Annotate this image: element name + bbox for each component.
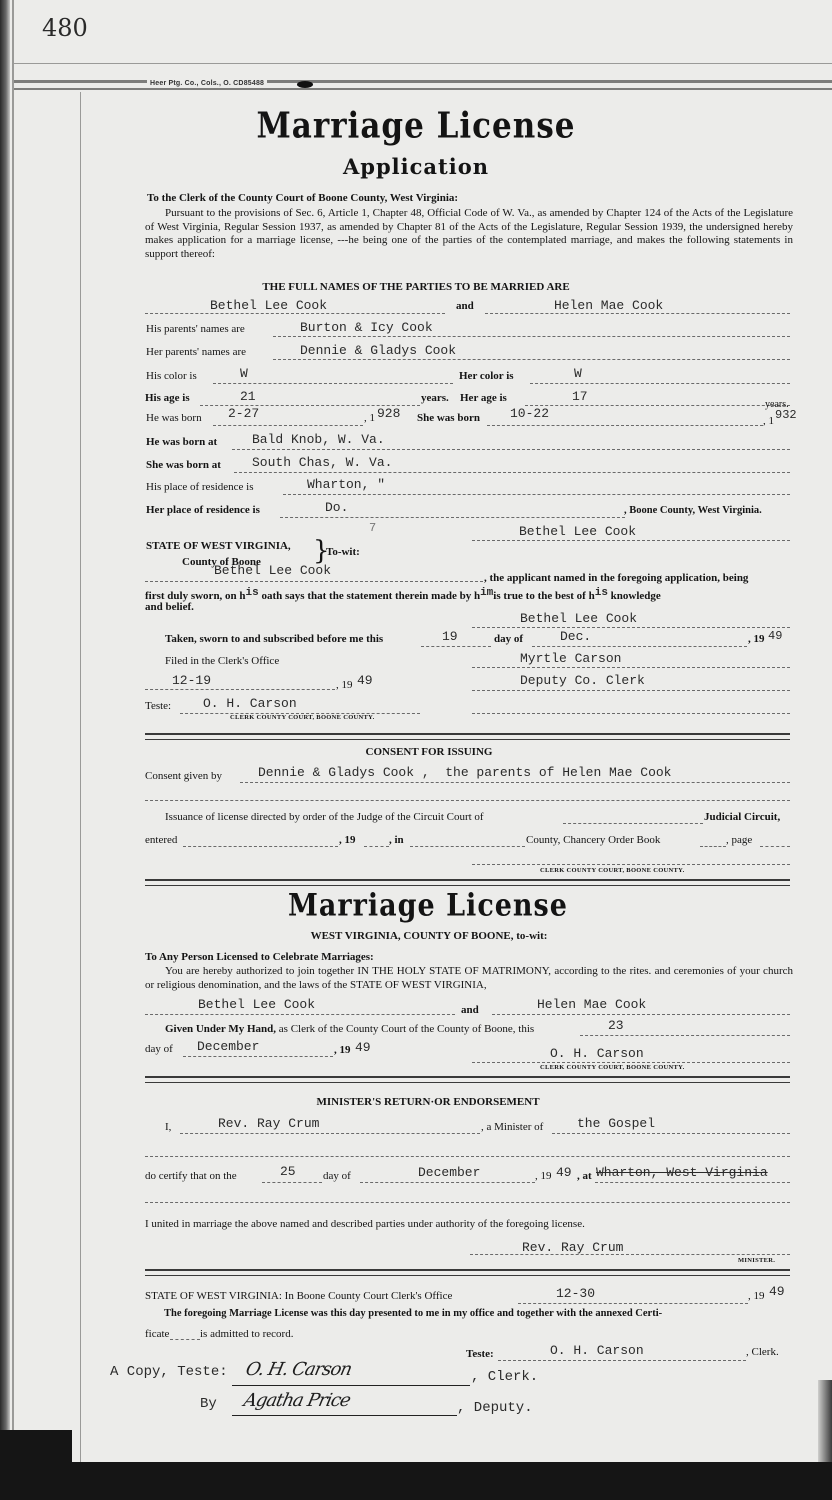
recording-date-line: [518, 1303, 748, 1304]
license-location: WEST VIRGINIA, COUNTY OF BOONE, to-wit:: [310, 930, 548, 942]
her-parents: Dennie & Gladys Cook: [300, 343, 457, 358]
filed-year: 49: [357, 673, 373, 688]
recording-year-prefix: , 19: [748, 1290, 765, 1302]
he-born-line: [213, 425, 363, 426]
his-age-label: His age is: [145, 392, 190, 404]
he-born-label: He was born: [146, 412, 202, 424]
consent-heading: CONSENT FOR ISSUING: [365, 746, 493, 758]
application-subtitle: Application: [343, 154, 489, 179]
filed-date: 12-19: [172, 673, 212, 688]
officer-name-line: [472, 667, 790, 668]
certify-month-line: [360, 1182, 535, 1183]
his-color: W: [240, 366, 248, 381]
sworn-year: 49: [768, 629, 783, 643]
brace-icon: }: [313, 536, 330, 566]
ornament-icon: [297, 81, 313, 88]
his-parents-label: His parents' names are: [146, 323, 245, 335]
residence-suffix: , Boone County, West Virginia.: [624, 505, 762, 516]
section-divider-2: [145, 879, 790, 886]
groom-name: Bethel Lee Cook: [210, 298, 328, 313]
affidavit-signature: Bethel Lee Cook: [520, 611, 638, 626]
application-addressee: To the Clerk of the County Court of Boone County, West Virginia:: [147, 192, 459, 204]
county-line: [410, 846, 525, 847]
minister-name-line: [180, 1133, 480, 1134]
groom-name-line: [145, 313, 445, 314]
sworn-text-d: knowledge: [607, 590, 661, 602]
issuance-text: Issuance of license directed by order of the Judge of the Circuit Court of: [165, 811, 484, 823]
certify-day: 25: [280, 1164, 296, 1179]
application-title: Marriage License: [256, 105, 576, 147]
license-title: Marriage License: [288, 887, 568, 924]
page-line: [760, 846, 790, 847]
teste-label: Teste:: [145, 700, 172, 712]
recording-clerk-line: [498, 1360, 746, 1361]
printer-mark: Heer Ptg. Co., Cols., O. CD85488: [147, 80, 267, 87]
she-born-year-prefix: , 1: [763, 415, 774, 427]
her-residence: Do.: [325, 500, 349, 515]
consent-clerk-line: [472, 864, 790, 865]
her-age: 17: [572, 389, 588, 404]
certify-place: Wharton, West Virginia: [596, 1165, 768, 1180]
certify-day-line: [262, 1182, 322, 1183]
license-clerk-line: [472, 1062, 790, 1063]
filed-label: Filed in the Clerk's Office: [165, 655, 280, 667]
consent-line: [240, 782, 790, 783]
license-groom-line: [145, 1014, 455, 1015]
sworn-text-a: first duly sworn, on h: [145, 590, 246, 602]
certify-place-line: [595, 1182, 790, 1183]
sworn-text-b: oath says that the statement therein made by h: [258, 590, 481, 602]
judicial-circuit-label: Judicial Circuit,: [704, 811, 781, 823]
certificate-line: [170, 1339, 200, 1340]
affidavit-county: County of Boone: [182, 556, 261, 568]
his-color-label: His color is: [146, 370, 197, 382]
section-divider: [145, 733, 790, 740]
minister-signature-line: [470, 1254, 790, 1255]
she-born-label: She was born: [417, 412, 480, 424]
pronoun-1: is: [245, 587, 259, 599]
he-born-year: 928: [377, 406, 401, 421]
circuit-line: [563, 823, 703, 824]
consent-given-by-label: Consent given by: [145, 770, 222, 782]
certify-label: do certify that on the: [145, 1170, 237, 1182]
copy-deputy-line: [232, 1415, 457, 1416]
copy-teste-label: A Copy, Teste:: [110, 1364, 228, 1380]
recording-teste-label: Teste:: [466, 1348, 494, 1360]
to-wit: To-wit:: [326, 546, 360, 558]
entered-year-line: [364, 846, 389, 847]
top-rule: [14, 63, 832, 64]
copy-deputy-signature: Agatha Price: [241, 1390, 352, 1411]
affidavit-clerk-caption: CLERK COUNTY COURT, BOONE COUNTY.: [230, 714, 375, 721]
his-residence: Wharton, ": [307, 477, 386, 492]
filed-date-line: [145, 689, 335, 690]
teste-name: O. H. Carson: [203, 696, 297, 711]
copy-clerk-line: [232, 1385, 470, 1386]
license-clerk-caption: CLERK COUNTY COURT, BOONE COUNTY.: [540, 1064, 685, 1071]
applicant-line: [145, 581, 483, 582]
her-color-line: [530, 383, 790, 384]
years-label-1: years.: [421, 392, 449, 404]
pronoun-3: is: [594, 587, 608, 599]
license-day-of-label: day of: [145, 1043, 173, 1055]
his-color-line: [213, 383, 453, 384]
entered-year-label: , 19: [339, 834, 356, 846]
his-residence-label: His place of residence is: [146, 481, 254, 493]
affidavit-text-1-value: , the applicant named in the foregoing application, being: [484, 572, 749, 584]
years-label-2: years.: [765, 399, 789, 410]
consent-given-by: Dennie & Gladys Cook , the parents of Helen Mae Cook: [258, 765, 672, 780]
parties-heading: THE FULL NAMES OF THE PARTIES TO BE MARRIED ARE: [262, 281, 570, 293]
united-text: I united in marriage the above named and described parties under authority of the foregoing license.: [145, 1218, 585, 1230]
she-born-at-label: She was born at: [146, 459, 221, 471]
entered-line: [183, 846, 338, 847]
in-label: , in: [389, 834, 404, 846]
denomination: the Gospel: [577, 1116, 656, 1131]
margin-number: 7: [369, 521, 377, 535]
license-year-prefix: , 19: [334, 1044, 351, 1056]
her-parents-line: [273, 359, 790, 360]
she-born-date: 10-22: [510, 406, 550, 421]
his-parents: Burton & Icy Cook: [300, 320, 433, 335]
minister-caption: MINISTER.: [738, 1257, 776, 1264]
sworn-day-line: [421, 646, 491, 647]
she-born-at-line: [234, 472, 790, 473]
affidavit-blank-line: [472, 713, 790, 714]
bride-name: Helen Mae Cook: [554, 298, 664, 313]
sworn-month-line: [532, 646, 747, 647]
sworn-day: 19: [442, 629, 458, 644]
affidavit-applicant: Bethel Lee Cook: [214, 563, 332, 578]
given-under-hand: [165, 1023, 534, 1035]
sworn-day-of-label: day of: [494, 633, 524, 645]
sworn-year-prefix: , 19: [748, 633, 765, 645]
page-label: , page: [726, 834, 753, 846]
copy-deputy-suffix: , Deputy.: [457, 1400, 533, 1416]
section-divider-3: [145, 1076, 790, 1083]
he-born-at-line: [232, 449, 790, 450]
license-addressee: To Any Person Licensed to Celebrate Marriages:: [145, 951, 374, 963]
given-year: 49: [355, 1040, 371, 1055]
he-born-date: 2-27: [228, 406, 260, 421]
top-rule-double-lower: [14, 88, 832, 90]
minister-blank-line: [145, 1156, 790, 1157]
officer-name: Myrtle Carson: [520, 651, 622, 666]
recording-clerk-name: O. H. Carson: [550, 1343, 644, 1358]
her-age-label: Her age is: [460, 392, 507, 404]
minister-i-label: I,: [165, 1121, 172, 1133]
margin-rule: [80, 92, 81, 1472]
recording-clerk-suffix: , Clerk.: [746, 1346, 779, 1358]
recording-date: 12-30: [556, 1286, 596, 1301]
she-born-at: South Chas, W. Va.: [252, 455, 393, 470]
given-under-hand-text: as Clerk of the County Court of the County of Boone, this: [276, 1023, 535, 1035]
minister-blank-line-2: [145, 1202, 790, 1203]
she-born-year: 932: [775, 408, 797, 422]
bride-name-line: [485, 313, 790, 314]
license-body: You are hereby authorized to join together IN THE HOLY STATE OF MATRIMONY, according to the rites. and ceremonies of your church or religious denomination, and the laws of the STATE OF WEST VIRGINIA,: [145, 965, 793, 991]
consent-blank-line: [145, 800, 790, 801]
minister-of-label: , a Minister of: [481, 1121, 544, 1133]
entered-label: entered: [145, 834, 178, 846]
license-bride: Helen Mae Cook: [537, 997, 647, 1012]
her-color: W: [574, 366, 582, 381]
affidavit-text-3: and belief.: [145, 601, 194, 613]
consent-clerk-caption: CLERK COUNTY COURT, BOONE COUNTY.: [540, 867, 685, 874]
his-age: 21: [240, 389, 256, 404]
section-divider-4: [145, 1269, 790, 1276]
license-and-label: and: [461, 1004, 479, 1016]
affidavit-signature-line: [472, 627, 790, 628]
application-preamble: Pursuant to the provisions of Sec. 6, Article 1, Chapter 48, Official Code of W. Va., as amended by Chapter 124 of the Acts of the Legislature of West Virginia, Regular Session 1937, as amended by Chapter 81 of the Acts of the Legislature, Regular Session 1939, the undersigned hereby makes application for a marriage license, ---he being one of the parties of the contemplated marriage, and makes the following statements in support thereof:: [145, 207, 793, 260]
copy-clerk-signature: O. H. Carson: [243, 1359, 354, 1380]
she-born-line: [487, 425, 763, 426]
license-bride-line: [492, 1014, 790, 1015]
scan-shadow-bottom: [0, 1462, 832, 1500]
county-book-label: County, Chancery Order Book: [526, 834, 661, 846]
filed-year-prefix: , 19: [336, 679, 353, 691]
recording-text-2: ficate: [145, 1328, 170, 1340]
officer-title: Deputy Co. Clerk: [520, 673, 645, 688]
minister-heading: MINISTER'S RETURN·OR ENDORSEMENT: [316, 1096, 540, 1108]
sworn-label: Taken, sworn to and subscribed before me this: [165, 633, 384, 645]
copy-by-label: By: [200, 1396, 217, 1412]
affidavit-state: STATE OF WEST VIRGINIA,: [146, 540, 291, 552]
top-rule-double: [14, 80, 832, 83]
minister-name: Rev. Ray Crum: [218, 1116, 320, 1131]
her-residence-label: Her place of residence is: [146, 504, 260, 516]
he-born-at-label: He was born at: [146, 436, 218, 448]
he-born-at: Bald Knob, W. Va.: [252, 432, 385, 447]
officer-title-line: [472, 690, 790, 691]
sworn-text-c: is true to the best of h: [493, 590, 595, 602]
recording-text-1: The foregoing Marriage License was this day presented to me in my office and together with the annexed Certi-: [164, 1308, 663, 1319]
book-line: [700, 846, 726, 847]
page-number: 480: [42, 14, 88, 42]
certify-year: 49: [556, 1165, 572, 1180]
his-residence-line: [283, 494, 790, 495]
given-month: December: [197, 1039, 260, 1054]
recording-state-text: STATE OF WEST VIRGINIA: In Boone County Court Clerk's Office: [145, 1290, 453, 1302]
minister-signature: Rev. Ray Crum: [522, 1240, 624, 1255]
his-parents-line: [273, 336, 790, 337]
license-groom: Bethel Lee Cook: [198, 997, 316, 1012]
certify-month: December: [418, 1165, 481, 1180]
her-residence-line: [280, 517, 625, 518]
certify-at-label: , at: [577, 1170, 592, 1182]
recording-text-2b: is admitted to record.: [200, 1328, 294, 1340]
and-label: and: [456, 300, 474, 312]
applicant-signature-line: [472, 540, 790, 541]
certify-day-of-label: day of: [323, 1170, 351, 1182]
denomination-line: [552, 1133, 790, 1134]
her-color-label: Her color is: [459, 370, 514, 382]
applicant-signature: Bethel Lee Cook: [519, 524, 637, 539]
given-under-hand-bold: Given Under My Hand,: [165, 1023, 277, 1035]
binding-edge: [0, 0, 10, 1500]
given-day: 23: [608, 1018, 624, 1033]
sworn-month: Dec.: [560, 629, 592, 644]
license-clerk-name: O. H. Carson: [550, 1046, 644, 1061]
copy-clerk-suffix: , Clerk.: [471, 1369, 539, 1385]
he-born-year-prefix: , 1: [364, 412, 375, 424]
affidavit-text-1: [484, 572, 748, 584]
recording-year: 49: [769, 1284, 785, 1299]
affidavit-text-2: [145, 587, 661, 602]
pronoun-2: im: [480, 587, 494, 599]
her-parents-label: Her parents' names are: [146, 346, 247, 358]
given-month-line: [183, 1056, 333, 1057]
given-day-line: [580, 1035, 790, 1036]
certify-year-prefix: , 19: [535, 1170, 552, 1182]
her-age-line: [525, 405, 790, 406]
